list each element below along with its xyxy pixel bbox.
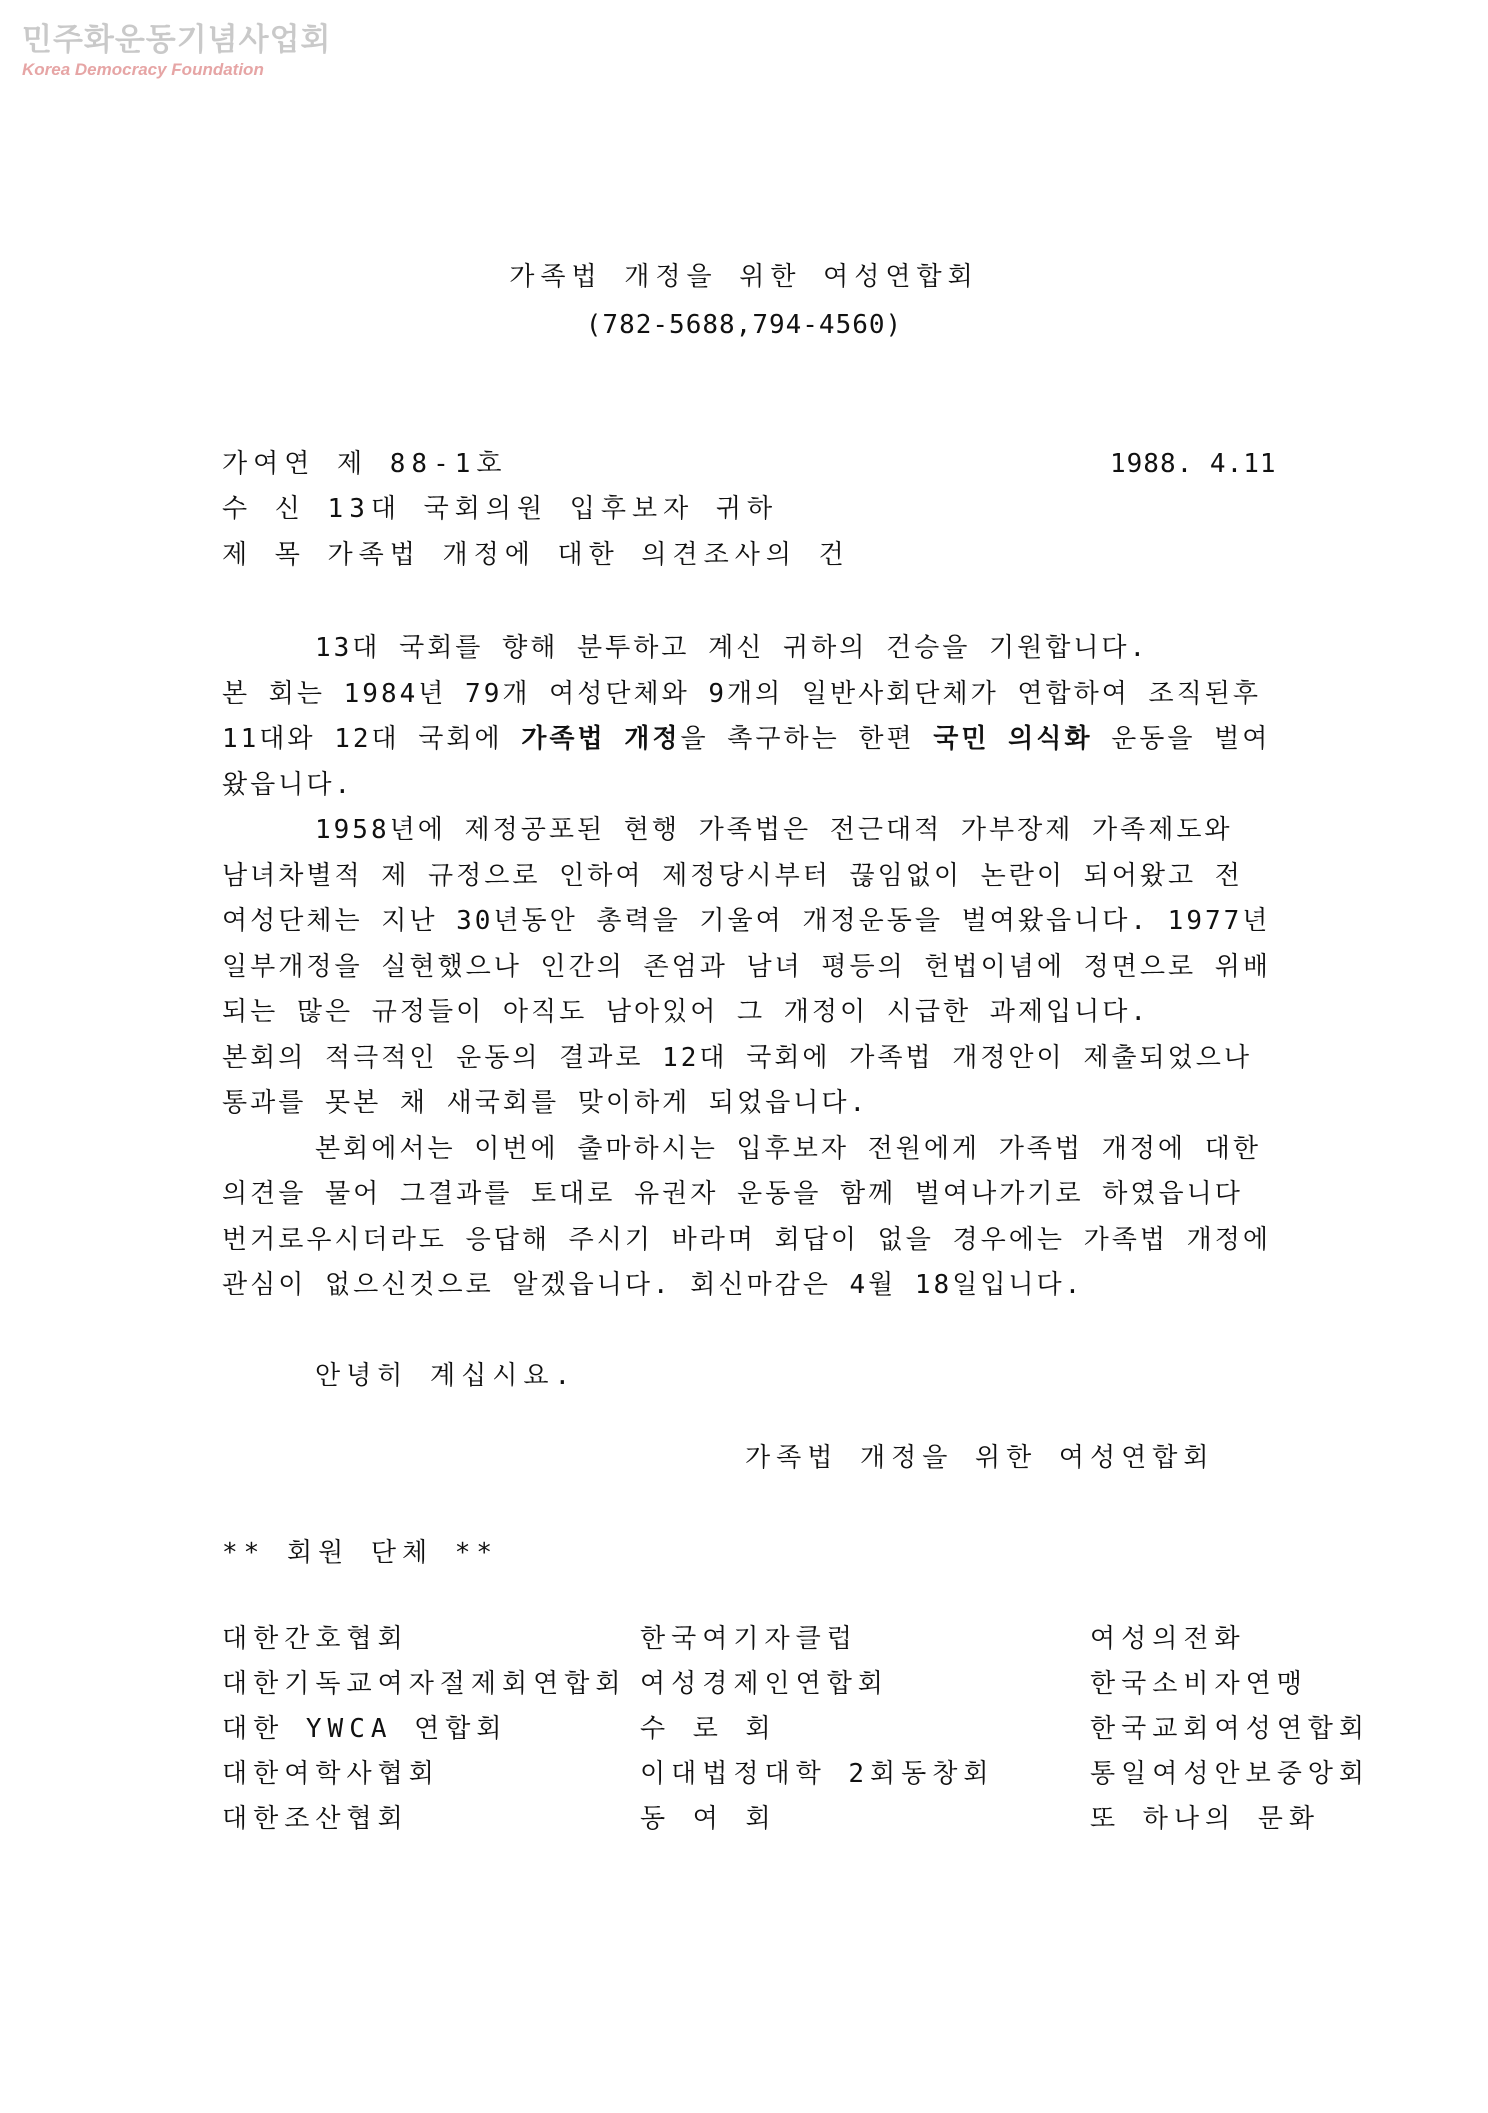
- subject-line: 제 목 가족법 개정에 대한 의견조사의 건: [222, 540, 850, 570]
- doc-number: 가여연 제 88-1호: [222, 449, 508, 479]
- header-phone: (782-5688,794-4560): [585, 310, 903, 340]
- body-p1-line3-e: 운동을 벌여: [1092, 724, 1271, 754]
- member-col1-item: 대한 YWCA 연합회: [222, 1714, 508, 1744]
- body-p1-line3: [222, 724, 1270, 754]
- body-p3-line4: 관심이 없으신것으로 알겠읍니다. 회신마감은 4월 18일입니다.: [222, 1270, 1084, 1300]
- member-col3-item: 또 하나의 문화: [1090, 1804, 1321, 1834]
- member-col3-item: 여성의전화: [1090, 1624, 1246, 1654]
- body-p1-line3-d: 국민 의식화: [933, 724, 1093, 754]
- body-p2-line1: 1958년에 제정공포된 현행 가족법은 전근대적 가부장제 가족제도와: [315, 815, 1233, 845]
- body-p3-line2: 의견을 물어 그결과를 토대로 유권자 운동을 함께 벌여나가기로 하였읍니다: [222, 1179, 1243, 1209]
- watermark-english: Korea Democracy Foundation: [22, 60, 264, 79]
- member-col2-item: 동 여 회: [640, 1804, 777, 1834]
- members-title: ** 회원 단체 **: [222, 1538, 499, 1568]
- member-col2-item: 이대법정대학 2회동창회: [640, 1759, 995, 1789]
- watermark: [22, 22, 331, 80]
- member-col2-item: 한국여기자클럽: [640, 1624, 858, 1654]
- doc-date: 1988. 4.11: [1110, 449, 1277, 479]
- signature: 가족법 개정을 위한 여성연합회: [745, 1443, 1215, 1473]
- body-p1-line3-b: 가족법 개정: [521, 724, 681, 754]
- member-col2-item: 수 로 회: [640, 1714, 777, 1744]
- body-p2-line3: 여성단체는 지난 30년동안 총력을 기울여 개정운동을 벌여왔읍니다. 1977년: [222, 906, 1271, 936]
- body-p1-line2: 본 회는 1984년 79개 여성단체와 9개의 일반사회단체가 연합하여 조직된후: [222, 679, 1261, 709]
- recipient-line: 수 신 13대 국회의원 입후보자 귀하: [222, 494, 779, 524]
- body-p1-line3-c: 을 촉구하는 한편: [680, 724, 934, 754]
- member-col1-item: 대한여학사협회: [222, 1759, 440, 1789]
- member-col2-item: 여성경제인연합회: [640, 1669, 889, 1699]
- member-col3-item: 통일여성안보중앙회: [1090, 1759, 1371, 1789]
- body-p2-line7: 통과를 못본 채 새국회를 맞이하게 되었읍니다.: [222, 1088, 869, 1118]
- body-p2-line6: 본회의 적극적인 운동의 결과로 12대 국회에 가족법 개정안이 제출되었으나: [222, 1043, 1253, 1073]
- member-col1-item: 대한기독교여자절제회연합회: [222, 1669, 627, 1699]
- body-p1-line4: 왔읍니다.: [222, 770, 354, 800]
- member-col3-item: 한국교회여성연합회: [1090, 1714, 1371, 1744]
- body-p1-line3-a: 11대와 12대 국회에: [222, 724, 522, 754]
- member-col1-item: 대한간호협회: [222, 1624, 409, 1654]
- member-col3-item: 한국소비자연맹: [1090, 1669, 1308, 1699]
- body-p1-line1: 13대 국회를 향해 분투하고 계신 귀하의 건승을 기원합니다.: [315, 633, 1149, 663]
- watermark-korean: 민주화운동기념사업회: [22, 22, 332, 58]
- body-p2-line5: 되는 많은 규정들이 아직도 남아있어 그 개정이 시급한 과제입니다.: [222, 997, 1150, 1027]
- body-p2-line4: 일부개정을 실현했으나 인간의 존엄과 남녀 평등의 헌법이념에 정면으로 위배: [222, 952, 1271, 982]
- header-organization: 가족법 개정을 위한 여성연합회: [509, 262, 979, 292]
- closing-greeting: 안녕히 계십시요.: [315, 1361, 577, 1391]
- member-col1-item: 대한조산협회: [222, 1804, 409, 1834]
- body-p3-line3: 번거로우시더라도 응답해 주시기 바라며 회답이 없을 경우에는 가족법 개정에: [222, 1225, 1271, 1255]
- body-p3-line1: 본회에서는 이번에 출마하시는 입후보자 전원에게 가족법 개정에 대한: [315, 1134, 1261, 1164]
- body-p2-line2: 남녀차별적 제 규정으로 인하여 제정당시부터 끊임없이 논란이 되어왔고 전: [222, 861, 1243, 891]
